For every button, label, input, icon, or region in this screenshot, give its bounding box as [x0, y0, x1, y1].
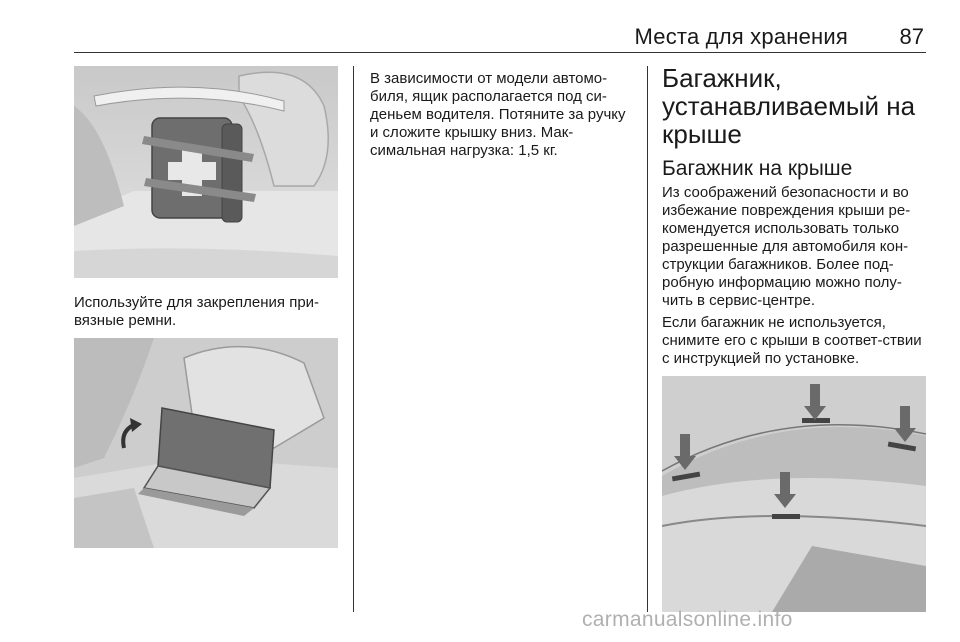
seat-storage-box-illustration — [74, 338, 338, 548]
seat-storage-text: В зависимости от модели автомо-биля, ящик располагается под си-деньем водителя. Потяните за ручку и сложите крышку вниз. Мак-симальная нагрузка: 1,5 кг. — [370, 70, 626, 159]
first-aid-kit — [142, 118, 256, 222]
column-divider-left — [353, 66, 354, 612]
section-heading: Багажник, устанавливаемый на крыше — [662, 63, 916, 149]
page-number: 87 — [899, 24, 924, 49]
roof-rack-paragraph-2: Если багажник не используется, снимите его с крыши в соответ-ствии с инструкцией по установке. — [662, 314, 922, 367]
subsection-heading: Багажник на крыше — [662, 157, 853, 180]
roof-mounting-points-illustration — [662, 376, 926, 612]
header-rule — [74, 52, 926, 53]
page-header-title: Места для хранения — [634, 24, 848, 49]
roof-rack-paragraph-1: Из соображений безопасности и во избежание повреждения крыши ре-комендуется использовать только разрешенные для автомобиля кон-струкции багажников. Более под-робную информацию можно полу-чить в сервис-центре. — [662, 184, 911, 309]
first-aid-caption: Используйте для закрепления при-вязные ремни. — [74, 294, 320, 329]
first-aid-kit-illustration — [74, 66, 338, 278]
watermark: carmanualsonline.info — [582, 608, 793, 631]
column-divider-right — [647, 66, 648, 612]
